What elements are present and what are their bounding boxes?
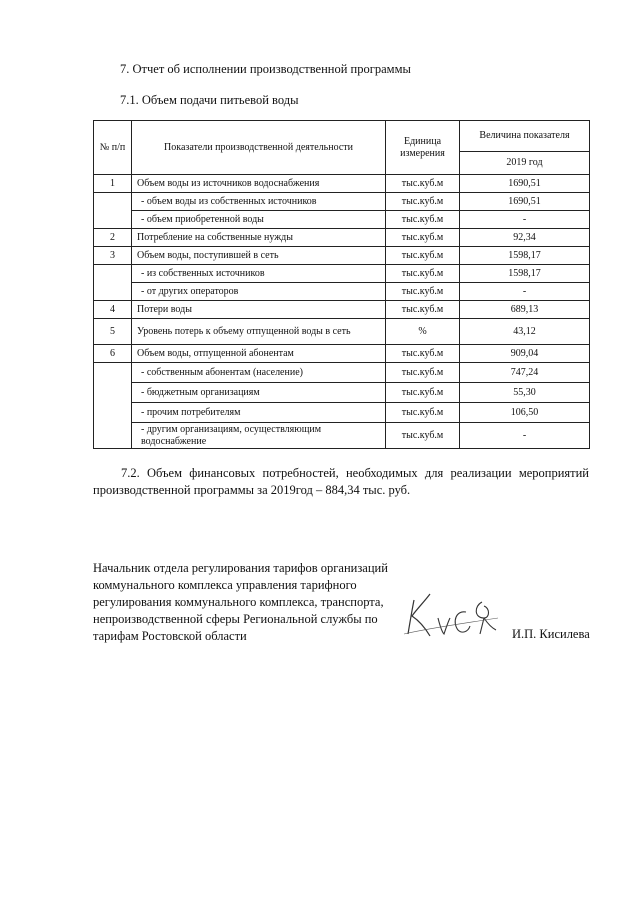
table-row	[94, 211, 590, 229]
table-row	[94, 403, 590, 423]
header-year: 2019 год	[460, 152, 590, 175]
row-value: 747,24	[460, 363, 590, 383]
position-line: коммунального комплекса управления тарифного	[93, 578, 357, 592]
header-unit: Единица измерения	[386, 121, 460, 175]
row-name: - от других операторов	[132, 283, 386, 301]
header-num: № п/п	[94, 121, 132, 175]
row-num: 3	[94, 247, 132, 265]
row-unit: %	[386, 319, 460, 345]
row-value: 92,34	[460, 229, 590, 247]
row-name: - другим организациям, осуществляющим водоснабжение	[132, 423, 386, 449]
row-value: 1690,51	[460, 175, 590, 193]
row-num	[94, 363, 132, 449]
row-num: 5	[94, 319, 132, 345]
row-name: Уровень потерь к объему отпущенной воды в сеть	[132, 319, 386, 345]
row-unit: тыс.куб.м	[386, 383, 460, 403]
table-row	[94, 383, 590, 403]
table-row	[94, 363, 590, 383]
row-num: 6	[94, 345, 132, 363]
row-value: 1598,17	[460, 265, 590, 283]
table-row	[94, 423, 590, 449]
table-row	[94, 345, 590, 363]
table-row	[94, 175, 590, 193]
row-value: -	[460, 283, 590, 301]
position-line: тарифам Ростовской области	[93, 629, 247, 643]
row-unit: тыс.куб.м	[386, 283, 460, 301]
row-value: 43,12	[460, 319, 590, 345]
table-row	[94, 247, 590, 265]
table-row	[94, 301, 590, 319]
row-unit: тыс.куб.м	[386, 301, 460, 319]
header-value: Величина показателя	[460, 121, 590, 152]
row-unit: тыс.куб.м	[386, 265, 460, 283]
row-unit: тыс.куб.м	[386, 345, 460, 363]
row-value: 909,04	[460, 345, 590, 363]
row-value: -	[460, 211, 590, 229]
row-value: 55,30	[460, 383, 590, 403]
row-num: 2	[94, 229, 132, 247]
row-unit: тыс.куб.м	[386, 247, 460, 265]
row-unit: тыс.куб.м	[386, 363, 460, 383]
signatory-position	[93, 560, 403, 645]
header-indicator: Показатели производственной деятельности	[132, 121, 386, 175]
row-unit: тыс.куб.м	[386, 211, 460, 229]
section-title: 7. Отчет об исполнении производственной программы	[120, 62, 411, 76]
table-row	[94, 229, 590, 247]
row-name: Потребление на собственные нужды	[132, 229, 386, 247]
handwritten-signature	[400, 588, 500, 640]
row-name: Потери воды	[132, 301, 386, 319]
position-line: Начальник отдела регулирования тарифов организаций	[93, 561, 388, 575]
table-row	[94, 283, 590, 301]
row-value: 1690,51	[460, 193, 590, 211]
table-row	[94, 319, 590, 345]
row-num: 1	[94, 175, 132, 193]
row-value: 106,50	[460, 403, 590, 423]
row-name: Объем воды, отпущенной абонентам	[132, 345, 386, 363]
position-line: непроизводственной сферы Региональной службы по	[93, 612, 378, 626]
row-name: Объем воды, поступившей в сеть	[132, 247, 386, 265]
table-row	[94, 265, 590, 283]
row-num: 4	[94, 301, 132, 319]
position-line: регулирования коммунального комплекса, транспорта,	[93, 595, 384, 609]
row-unit: тыс.куб.м	[386, 193, 460, 211]
row-name: - из собственных источников	[132, 265, 386, 283]
table-row	[94, 193, 590, 211]
row-value: 689,13	[460, 301, 590, 319]
subsection-title: 7.1. Объем подачи питьевой воды	[120, 93, 299, 107]
row-unit: тыс.куб.м	[386, 423, 460, 449]
row-name: - прочим потребителям	[132, 403, 386, 423]
financial-needs-paragraph	[93, 465, 589, 499]
water-supply-table	[93, 120, 590, 449]
row-name: - объем приобретенной воды	[132, 211, 386, 229]
row-name: - объем воды из собственных источников	[132, 193, 386, 211]
row-unit: тыс.куб.м	[386, 403, 460, 423]
row-unit: тыс.куб.м	[386, 229, 460, 247]
row-name: Объем воды из источников водоснабжения	[132, 175, 386, 193]
row-value: -	[460, 423, 590, 449]
row-num	[94, 193, 132, 229]
row-name: - собственным абонентам (население)	[132, 363, 386, 383]
paragraph-text: 7.2. Объем финансовых потребностей, необходимых для реализации мероприятий производственной программы за 2019год – 884,34 тыс. руб.	[93, 466, 589, 497]
row-num	[94, 265, 132, 301]
row-unit: тыс.куб.м	[386, 175, 460, 193]
row-value: 1598,17	[460, 247, 590, 265]
signatory-name: И.П. Кисилева	[512, 627, 590, 641]
row-name: - бюджетным организациям	[132, 383, 386, 403]
